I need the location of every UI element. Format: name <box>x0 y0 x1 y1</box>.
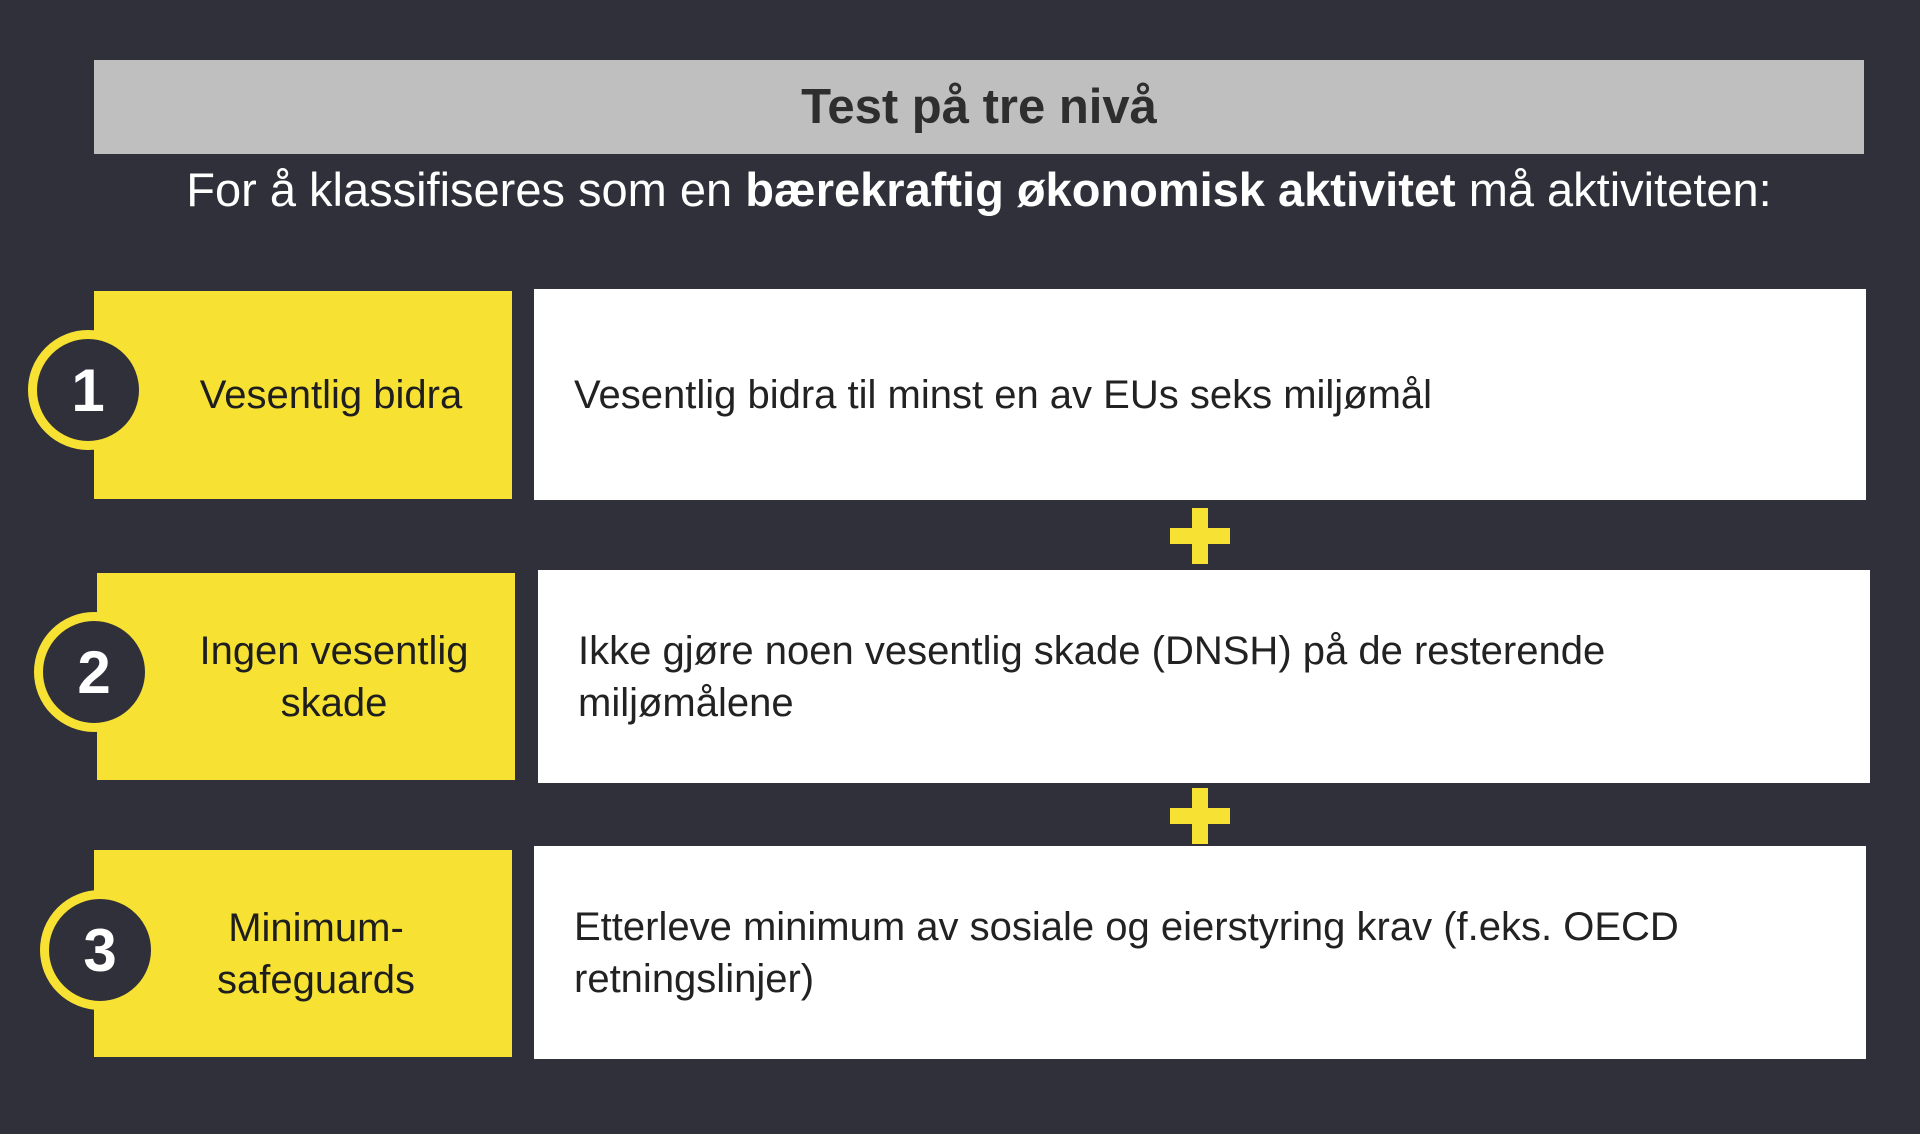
subtitle-bold: bærekraftig økonomisk aktivitet <box>745 163 1456 216</box>
criterion-3-label: Minimum-safeguards <box>217 905 415 1002</box>
criterion-2-description: Ikke gjøre noen vesentlig skade (DNSH) på de resterende miljømålene <box>578 628 1606 725</box>
criterion-2-label-box <box>97 573 515 780</box>
criterion-1-label-box <box>94 291 512 499</box>
criterion-1-description: Vesentlig bidra til minst en av EUs seks miljømål <box>574 372 1433 417</box>
page-title: Test på tre nivå <box>801 80 1157 134</box>
criterion-3-description: Etterleve minimum av sosiale og eierstyring krav (f.eks. OECD retningslinjer) <box>574 904 1679 1001</box>
plus-icon <box>1170 788 1230 844</box>
criterion-3-number: 3 <box>83 916 117 984</box>
criterion-2-label: Ingen vesentlig skade <box>199 628 469 725</box>
title-bar <box>94 60 1864 154</box>
criterion-3-number-badge <box>40 890 160 1010</box>
criterion-2-number: 2 <box>77 638 111 706</box>
criterion-2-number-badge <box>34 612 154 732</box>
subtitle-suffix: må aktiviteten: <box>1455 163 1772 216</box>
criterion-1-number: 1 <box>71 356 105 424</box>
criterion-2-description-box <box>538 570 1870 783</box>
subtitle <box>94 160 1864 220</box>
criterion-1-description-box <box>534 289 1866 500</box>
criterion-1-number-badge <box>28 330 148 450</box>
criterion-1-label: Vesentlig bidra <box>199 373 463 417</box>
plus-icon <box>1170 508 1230 564</box>
subtitle-prefix: For å klassifiseres som en <box>186 163 746 216</box>
criterion-3-description-box <box>534 846 1866 1059</box>
